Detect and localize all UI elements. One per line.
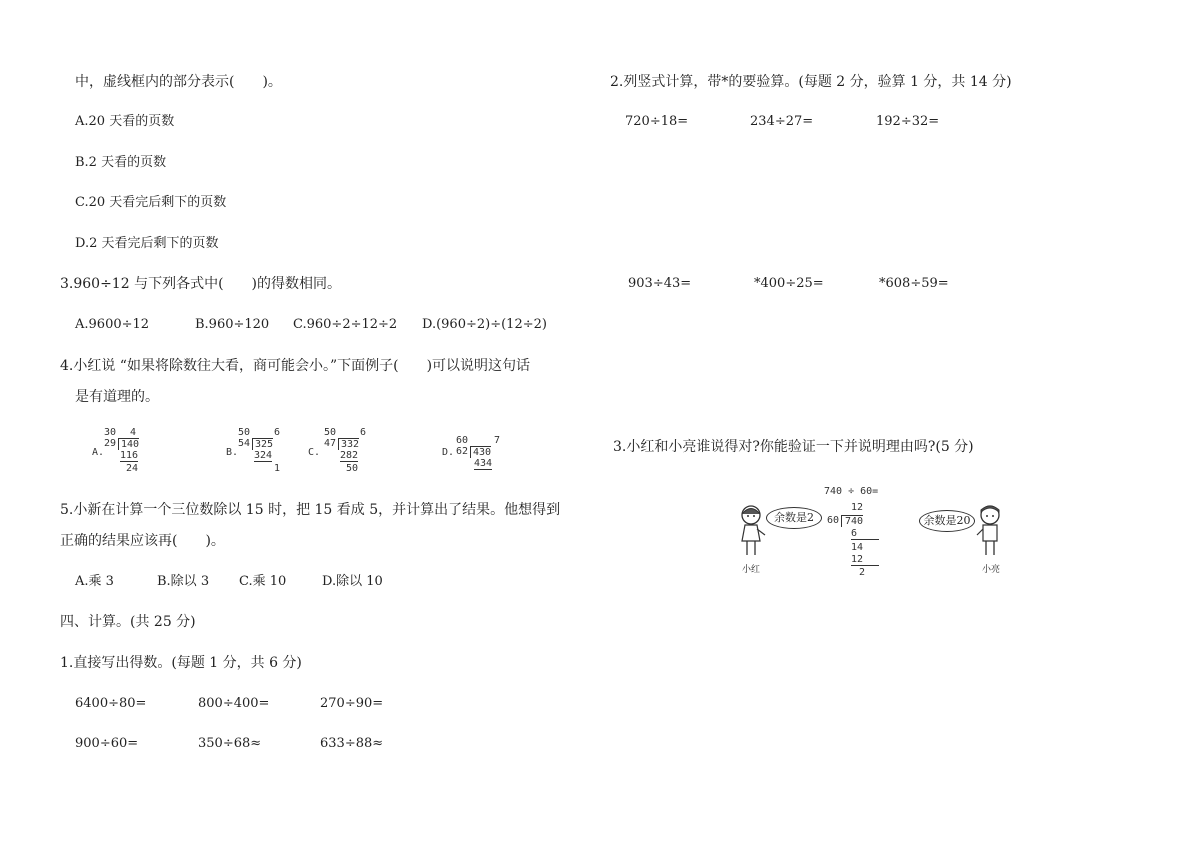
q5-option-a: A.乘 3 (75, 574, 114, 589)
q2-option-d: D.2 天看完后剩下的页数 (75, 236, 219, 251)
figure-expression: 740 ÷ 60= (824, 486, 879, 497)
choice-label: A. (92, 447, 105, 458)
boy-figure-icon (974, 503, 1006, 561)
q3-option-a: A.9600÷12 (75, 317, 150, 332)
q4-stem-line2: 是有道理的。 (75, 389, 159, 405)
q5-option-d: D.除以 10 (322, 574, 383, 589)
q5-stem-line1: 5.小新在计算一个三位数除以 15 时，把 15 看成 5，并计算出了结果。他想得到 (60, 502, 561, 518)
choice-label: B. (226, 447, 239, 458)
calc2-item: 192÷32= (876, 114, 940, 129)
q2-option-a: A.20 天看的页数 (75, 114, 175, 129)
calc1-title: 1.直接写出得数。(每题 1 分，共 6 分) (60, 655, 302, 671)
calc1-item: 270÷90= (320, 696, 384, 711)
q5-option-c: C.乘 10 (239, 574, 287, 589)
q3-stem: 3.960÷12 与下列各式中( )的得数相同。 (60, 276, 341, 292)
calc2-item: 903÷43= (628, 276, 692, 291)
choice-label: C. (308, 447, 321, 458)
calc1-item: 800÷400= (198, 696, 270, 711)
q3-option-d: D.(960÷2)÷(12÷2) (422, 317, 547, 332)
q5-option-b: B.除以 3 (157, 574, 210, 589)
calc1-item: 350÷68≈ (198, 736, 262, 751)
q3-option-b: B.960÷120 (195, 317, 270, 332)
q2-option-c: C.20 天看完后剩下的页数 (75, 195, 227, 210)
right-speech-bubble: 余数是20 (919, 510, 975, 532)
calc2-item: *400÷25= (754, 276, 824, 291)
q2-option-b: B.2 天看的页数 (75, 155, 167, 170)
figure-dividend: 740 (841, 515, 863, 527)
left-speech-bubble: 余数是2 (766, 507, 822, 529)
calc1-item: 900÷60= (75, 736, 139, 751)
calc2-item: *608÷59= (879, 276, 949, 291)
q3-right-title: 3.小红和小亮谁说得对?你能验证一下并说明理由吗?(5 分) (613, 439, 974, 455)
girl-figure-icon (735, 503, 767, 561)
q5-stem-line2: 正确的结果应该再( )。 (60, 533, 225, 549)
calc1-item: 6400÷80= (75, 696, 147, 711)
left-caption: 小红 (742, 565, 761, 575)
q4-stem-line1: 4.小红说 “如果将除数往大看，商可能会小。”下面例子( )可以说明这句话 (60, 358, 531, 374)
calc2-item: 720÷18= (625, 114, 689, 129)
choice-label: D. (442, 447, 455, 458)
section-4-heading: 四、计算。(共 25 分) (60, 614, 196, 630)
right-caption: 小亮 (982, 565, 1001, 575)
figure-divisor: 60 (827, 515, 840, 526)
q2-tail-text: 中，虚线框内的部分表示( )。 (75, 74, 282, 90)
calc2-item: 234÷27= (750, 114, 814, 129)
figure-quotient: 12 (851, 502, 864, 513)
calc1-item: 633÷88≈ (320, 736, 384, 751)
calc2-title: 2.列竖式计算，带*的要验算。(每题 2 分，验算 1 分，共 14 分) (610, 74, 1012, 90)
q3-option-c: C.960÷2÷12÷2 (293, 317, 398, 332)
